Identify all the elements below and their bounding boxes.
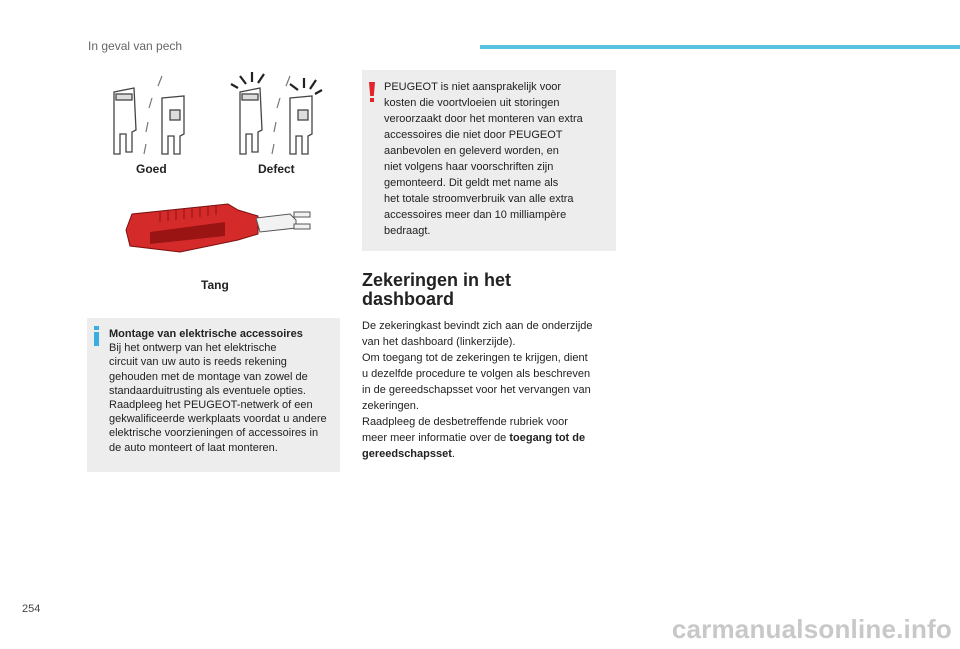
warning-line: kosten die voortvloeien uit storingen bbox=[384, 97, 560, 109]
section-title-line: Zekeringen in het bbox=[362, 270, 512, 290]
label-defect: Defect bbox=[258, 162, 295, 176]
page-number: 254 bbox=[22, 603, 41, 615]
period: . bbox=[451, 448, 455, 460]
body-line: in de gereedschapsset voor het vervangen van bbox=[362, 384, 591, 396]
warning-line: het totale stroomverbruik van alle extra bbox=[384, 193, 574, 205]
warning-exclamation-icon bbox=[369, 82, 375, 102]
info-line: de auto monteert of laat monteren. bbox=[109, 441, 278, 454]
warning-line: veroorzaakt door het monteren van extra bbox=[384, 113, 583, 125]
section-body bbox=[362, 318, 620, 462]
warning-line: accessoires meer dan 10 milliampère bbox=[384, 209, 567, 221]
info-line: standaarduitrusting als eventuele opties. bbox=[109, 384, 306, 397]
body-line-with-bold bbox=[362, 446, 620, 462]
body-line: zekeringen. bbox=[362, 400, 419, 412]
body-line: Raadpleeg de desbetreffende rubriek voor bbox=[362, 416, 568, 428]
body-line: van het dashboard (linkerzijde). bbox=[362, 336, 516, 348]
body-line-with-bold bbox=[362, 430, 620, 446]
body-line: u dezelfde procedure te volgen als beschreven bbox=[362, 368, 591, 380]
info-line: Bij het ontwerp van het elektrische bbox=[109, 342, 277, 355]
info-line: Raadpleeg het PEUGEOT-netwerk of een bbox=[109, 399, 313, 412]
section-title-line: dashboard bbox=[362, 289, 455, 309]
info-line: gekwalificeerde werkplaats voordat u andere bbox=[109, 413, 327, 426]
fuse-illustration bbox=[100, 70, 330, 180]
fuse-pliers-illustration bbox=[120, 200, 320, 260]
watermark: carmanualsonline.info bbox=[671, 614, 952, 644]
info-line: circuit van uw auto is reeds rekening bbox=[109, 356, 287, 369]
warning-line: niet volgens haar voorschriften zijn bbox=[384, 161, 554, 173]
section-title bbox=[362, 271, 602, 309]
body-line: meer meer informatie over de bbox=[362, 432, 510, 444]
label-good: Goed bbox=[136, 162, 167, 176]
warning-line: aanbevolen en geleverd worden, en bbox=[384, 145, 559, 157]
running-header: In geval van pech bbox=[88, 39, 183, 53]
info-icon bbox=[94, 326, 99, 346]
warning-line: PEUGEOT is niet aansprakelijk voor bbox=[384, 81, 562, 93]
body-line: Om toegang tot de zekeringen te krijgen, dient bbox=[362, 352, 588, 364]
info-line: gehouden met de montage van zowel de bbox=[109, 370, 308, 383]
warning-text bbox=[384, 79, 609, 239]
warning-line: bedraagt. bbox=[384, 225, 431, 237]
warning-line: gemonteerd. Dit geldt met name als bbox=[384, 177, 559, 189]
body-line: De zekeringkast bevindt zich aan de onderzijde bbox=[362, 320, 593, 332]
warning-line: accessoires die niet door PEUGEOT bbox=[384, 129, 563, 141]
bold-term: gereedschapsset bbox=[362, 448, 452, 460]
bold-term: toegang tot de bbox=[509, 432, 586, 444]
info-title: Montage van elektrische accessoires bbox=[109, 328, 303, 340]
header-accent-bar bbox=[480, 45, 960, 49]
info-text bbox=[109, 327, 337, 455]
info-line: elektrische voorzieningen of accessoires in bbox=[109, 427, 319, 440]
label-pliers: Tang bbox=[201, 278, 229, 292]
